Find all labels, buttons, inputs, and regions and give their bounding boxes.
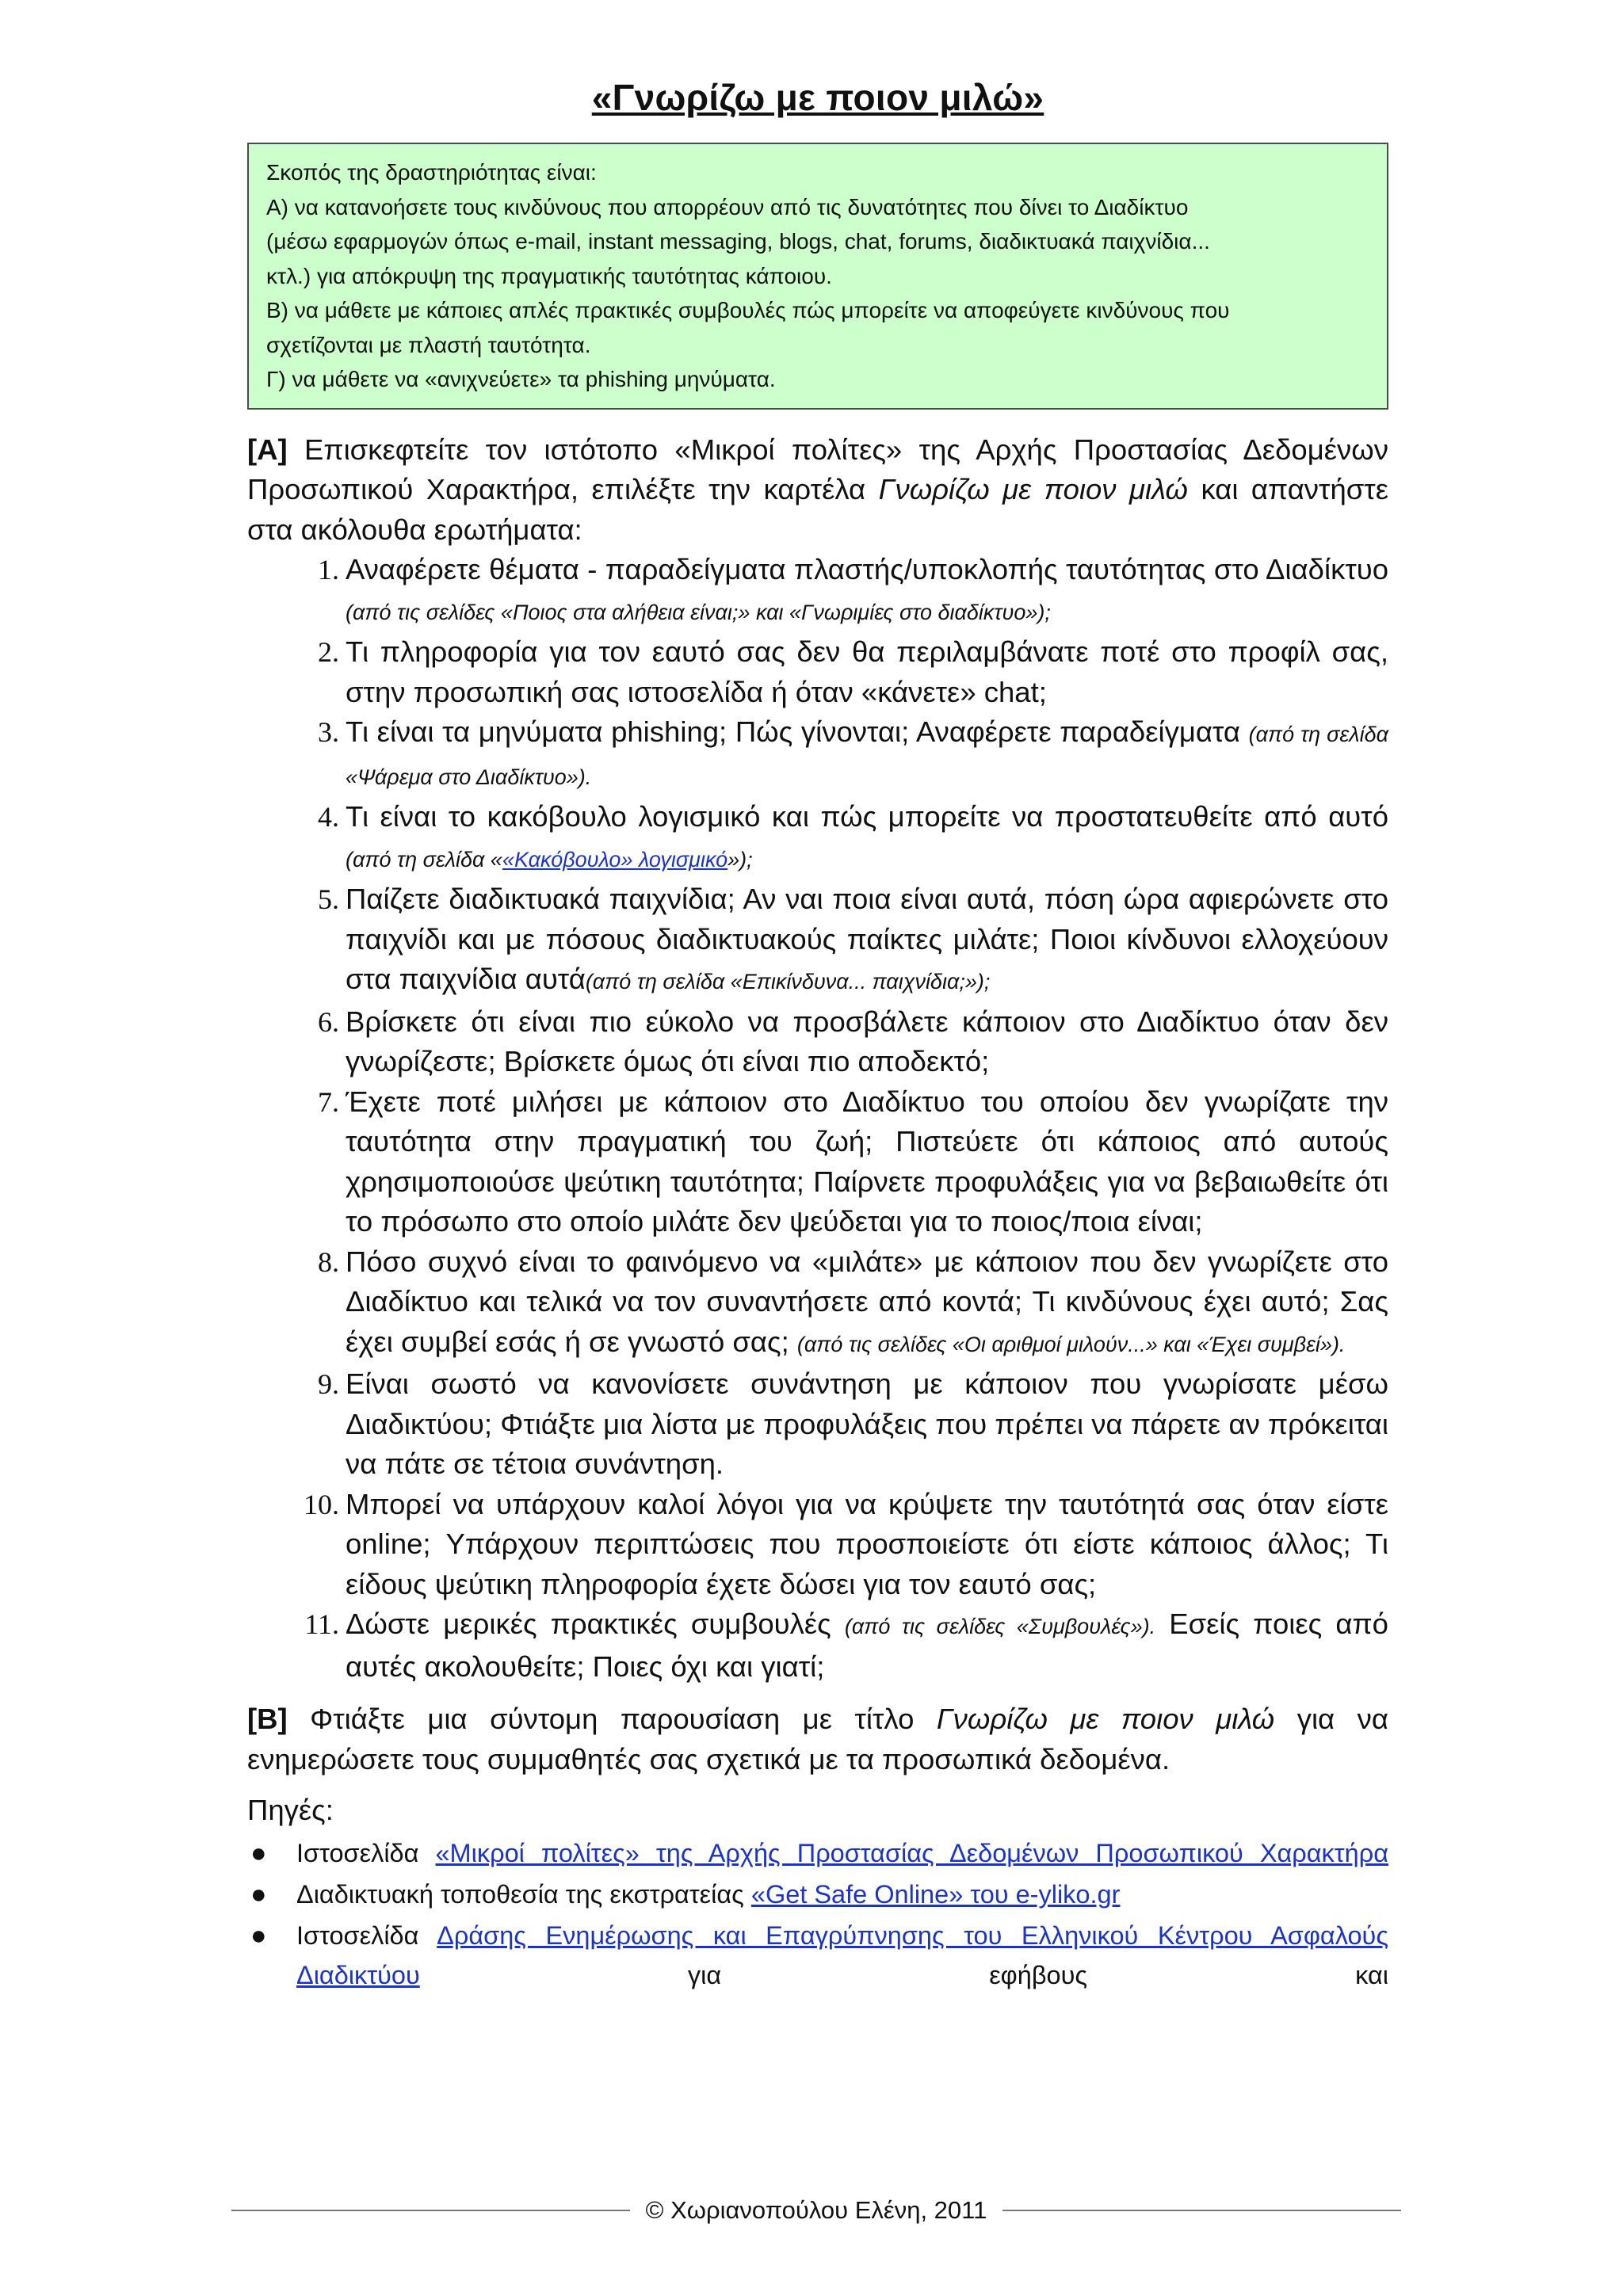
questions-list	[247, 550, 1388, 1687]
part-a-intro	[247, 430, 1388, 551]
goals-line: Β) να μάθετε με κάποιες απλές πρακτικές συμβουλές πώς μπορείτε να αποφεύγετε κινδύνους που	[266, 298, 1230, 322]
question-text: Αναφέρετε θέματα - παραδείγματα πλαστής/υποκλοπής ταυτότητας στο Διαδίκτυο	[346, 553, 1388, 585]
goals-line: σχετίζονται με πλαστή ταυτότητα.	[266, 332, 591, 357]
page-footer	[231, 2196, 1401, 2225]
spacer	[247, 1687, 1388, 1699]
goals-line: Γ) να μάθετε να «ανιχνεύετε» τα phishing μηνύματα.	[266, 367, 776, 391]
question-item	[247, 1082, 1388, 1242]
footer-copyright: © Χωριανοπούλου Ελένη, 2011	[645, 2196, 987, 2224]
question-item	[247, 1242, 1388, 1365]
source-link-safer-internet[interactable]: Δράσης Ενημέρωσης και Επαγρύπνησης του Ελληνικού Κέντρου Ασφαλούς Διαδικτύου	[296, 1921, 1388, 1989]
source-link-mikroi-polites[interactable]: «Μικροί πολίτες» της Αρχής Προστασίας Δεδομένων Προσωπικού Χαρακτήρα	[435, 1839, 1389, 1867]
source-link-get-safe-online[interactable]: «Get Safe Online» του e-yliko.gr	[750, 1880, 1121, 1909]
question-note-end: »);	[727, 847, 753, 871]
question-number: 6.	[318, 1005, 339, 1038]
question-number: 11.	[304, 1608, 339, 1640]
question-item	[247, 712, 1388, 797]
goals-line: Α) να κατανοήσετε τους κινδύνους που απορρέουν από τις δυνατότητες που δίνει το Διαδίκτυο	[266, 194, 1189, 219]
question-note: (από τη σελίδα «Ψάρεμα στο Διαδίκτυο»).	[346, 723, 1388, 789]
goals-box	[247, 143, 1388, 410]
part-b-title: Γνωρίζω με ποιον μιλώ	[936, 1703, 1275, 1735]
goals-line: (μέσω εφαρμογών όπως e-mail, instant messaging, blogs, chat, forums, διαδικτυακά παιχνίδια...	[266, 229, 1210, 254]
question-item	[247, 1485, 1388, 1605]
part-b-text	[247, 1699, 1388, 1779]
part-b-body-end: για να ενημερώσετε τους συμμαθητές σας σχετικά με τα προσωπικά δεδομένα.	[247, 1703, 1388, 1775]
bullet-icon: ●	[250, 1838, 267, 1868]
question-number: 10.	[304, 1488, 339, 1520]
question-item	[247, 550, 1388, 632]
question-text: Τι πληροφορία για τον εαυτό σας δεν θα περιλαμβάνατε ποτέ στο προφίλ σας, στην προσωπική σας ιστοσελίδα ή όταν «κάνετε» chat;	[346, 635, 1388, 708]
sources-heading: Πηγές:	[247, 1794, 334, 1826]
question-item	[247, 1604, 1388, 1687]
question-text: Τι είναι το κακόβουλο λογισμικό και πώς μπορείτε να προστατευθείτε από αυτό	[346, 800, 1388, 833]
part-b-label: [Β]	[247, 1703, 288, 1735]
question-number: 1.	[318, 554, 339, 585]
question-text: Μπορεί να υπάρχουν καλοί λόγοι για να κρύψετε την ταυτότητά σας όταν είστε online; Υπάρχουν περιπτώσεις που προσποιείστε ότι είστε κάποιος άλλος; Τι είδους ψεύτικη πληροφορία έχετε δώσει για τον εαυτό σας;	[346, 1487, 1388, 1600]
question-number: 3.	[318, 716, 339, 748]
question-number: 9.	[318, 1368, 339, 1400]
question-note: (από τις σελίδες «Οι αριθμοί μιλούν...» και «Έχει συμβεί»).	[796, 1332, 1346, 1356]
question-item	[247, 1002, 1388, 1082]
source-item	[247, 1875, 1388, 1914]
question-text: Βρίσκετε ότι είναι πιο εύκολο να προσβάλετε κάποιον στο Διαδίκτυο όταν δεν γνωρίζεστε; Βρίσκετε όμως ότι είναι πιο αποδεκτό;	[346, 1005, 1388, 1077]
source-prefix: Διαδικτυακή τοποθεσία της εκστρατείας	[296, 1880, 751, 1909]
bullet-icon: ●	[250, 1879, 267, 1909]
source-prefix: Ιστοσελίδα	[296, 1921, 437, 1950]
question-item	[247, 1364, 1388, 1485]
footer-rule-left	[231, 2210, 630, 2211]
question-item	[247, 879, 1388, 1002]
source-item	[247, 1833, 1388, 1873]
question-number: 2.	[318, 636, 339, 668]
bullet-icon: ●	[250, 1920, 267, 1951]
question-note: (από τις σελίδες «Συμβουλές»).	[844, 1615, 1156, 1638]
part-a-label: [Α]	[247, 433, 288, 466]
goals-line: Σκοπός της δραστηριότητας είναι:	[266, 160, 597, 185]
question-item	[247, 797, 1388, 879]
source-item	[247, 1916, 1388, 1995]
question-text: Δώστε μερικές πρακτικές συμβουλές	[346, 1608, 845, 1640]
question-number: 8.	[318, 1245, 339, 1278]
question-text-end: Εσείς ποιες από αυτές ακολουθείτε; Ποιες όχι και γιατί;	[346, 1608, 1388, 1683]
part-a-text-end: και απαντήστε στα ακόλουθα ερωτήματα:	[247, 473, 1388, 546]
goals-line: κτλ.) για απόκρυψη της πραγματικής ταυτότητας κάποιου.	[266, 263, 832, 288]
question-text: Πόσο συχνό είναι το φαινόμενο να «μιλάτε» με κάποιον που δεν γνωρίζετε στο Διαδίκτυο και τελικά να τον συναντήσετε από κοντά; Τι κινδύνους έχει αυτό; Σας έχει συμβεί εσάς ή σε γνωστό σας;	[346, 1245, 1388, 1358]
part-a-text: Επισκεφτείτε τον ιστότοπο «Μικροί πολίτες» της Αρχής Προστασίας Δεδομένων Προσωπικού Χαρακτήρα, επιλέξτε την καρτέλα	[247, 433, 1388, 505]
question-number: 4.	[318, 801, 339, 833]
question-text: Είναι σωστό να κανονίσετε συνάντηση με κάποιον που γνωρίσατε μέσω Διαδικτύου; Φτιάξτε μια λίστα με προφυλάξεις που πρέπει να πάρετε αν πρόκειται να πάτε σε τέτοια συνάντηση.	[346, 1367, 1388, 1480]
sources-list	[247, 1833, 1388, 1995]
question-number: 7.	[318, 1085, 339, 1118]
malware-page-link[interactable]: «Κακόβουλο» λογισμικό	[502, 847, 728, 871]
question-note: (από τη σελίδα «	[346, 847, 502, 871]
question-text: Τι είναι τα μηνύματα phishing; Πώς γίνονται; Αναφέρετε παραδείγματα	[346, 715, 1249, 748]
footer-rule-right	[1002, 2210, 1401, 2211]
question-text: Παίζετε διαδικτυακά παιχνίδια; Αν ναι ποια είναι αυτά, πόση ώρα αφιερώνετε στο παιχνίδι και με πόσους διαδικτυακούς παίκτες μιλάτε; Ποιοι κίνδυνοι ελλοχεύουν στα παιχνίδια αυτά	[346, 883, 1388, 995]
question-number: 5.	[318, 883, 339, 915]
question-note: (από τις σελίδες «Ποιος στα αλήθεια είναι;» και «Γνωριμίες στο διαδίκτυο»);	[346, 600, 1051, 624]
page-title: «Γνωρίζω με ποιον μιλώ»	[591, 77, 1044, 118]
source-prefix: Ιστοσελίδα	[296, 1839, 436, 1867]
question-item	[247, 632, 1388, 712]
question-note: (από τη σελίδα «Επικίνδυνα... παιχνίδια;»);	[585, 970, 991, 994]
part-a-tab-name: Γνωρίζω με ποιον μιλώ	[878, 473, 1188, 505]
question-text: Έχετε ποτέ μιλήσει με κάποιον στο Διαδίκτυο του οποίου δεν γνωρίζατε την ταυτότητα στην πραγματική του ζωή; Πιστεύετε ότι κάποιος από αυτούς χρησιμοποιούσε ψεύτικη ταυτότητα; Παίρνετε προφυλάξεις για να βεβαιωθείτε ότι το πρόσωπο στο οποίο μιλάτε δεν ψεύδεται για το ποιος/ποια είναι;	[346, 1085, 1388, 1238]
document-page	[247, 76, 1388, 1995]
part-b-body: Φτιάξτε μια σύντομη παρουσίαση με τίτλο	[287, 1703, 937, 1735]
source-suffix: για εφήβους και	[419, 1961, 1388, 1989]
